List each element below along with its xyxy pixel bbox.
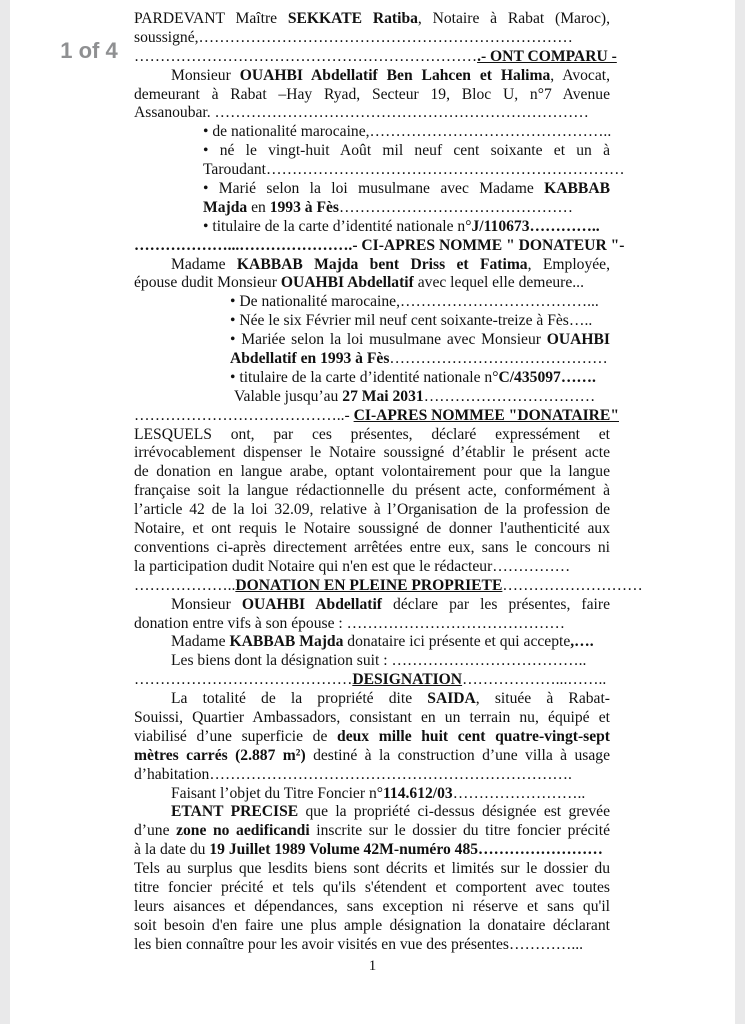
- document-line: [134, 936, 610, 955]
- text-run: PARDEVANT Maître: [134, 10, 288, 27]
- text-run: zone no aedificandi: [176, 822, 310, 840]
- document-line: [134, 123, 610, 142]
- document-line: [134, 576, 643, 596]
- text-run: Faisant l’objet du Titre Foncier n°: [171, 784, 383, 802]
- text-run: Souissi, Quartier Ambassadors, consistant en un terrain nu, équipé et: [134, 708, 610, 726]
- document-line: [134, 369, 610, 388]
- text-run: Monsieur: [171, 595, 242, 613]
- text-run: 1993 à Fès: [269, 198, 339, 216]
- text-run: C/435097…….: [498, 368, 596, 386]
- text-run: • Marié selon la loi musulmane avec Madame: [203, 180, 545, 198]
- document-line: [134, 10, 610, 29]
- document-line: [134, 615, 610, 634]
- text-run: DONATION EN PLEINE PROPRIETE: [235, 576, 503, 594]
- document-line: [134, 331, 610, 350]
- text-run: inscrite sur le dossier du titre foncier précité: [309, 822, 610, 840]
- text-run: Notaire, et ont requis le Notaire soussigné de donner l'authenticité aux: [134, 520, 610, 538]
- text-run: ………………………………………: [339, 198, 573, 216]
- text-run: J/110673…………..: [471, 217, 600, 235]
- document-line: [134, 426, 610, 445]
- text-run: déclare par les présentes, faire: [381, 595, 610, 613]
- text-run: 19 Juillet 1989 Volume 42M-numéro 485……………………: [209, 841, 603, 859]
- text-run: irrévocablement dispenser le Notaire soussigné d’établir le présent acte: [134, 444, 610, 462]
- text-run: ………………...……..: [462, 671, 607, 689]
- document-line: [134, 709, 610, 728]
- text-run: KABBAB: [544, 180, 610, 198]
- document-line: [134, 879, 610, 898]
- text-run: avec lequel elle demeure...: [413, 274, 584, 292]
- document-line: [134, 312, 610, 331]
- text-run: LESQUELS ont, par ces présentes, déclaré expressément et: [134, 425, 610, 443]
- text-run: Monsieur: [171, 66, 240, 84]
- document-line: [134, 29, 610, 48]
- document-line: [134, 785, 610, 804]
- document-line: [134, 161, 625, 180]
- text-run: 114.612/03: [382, 784, 453, 802]
- text-run: donataire ici présente et qui accepte: [343, 633, 571, 651]
- text-run: , Employée,: [527, 255, 610, 273]
- text-run: que la propriété ci-dessus désignée est grevée: [298, 803, 610, 821]
- text-run: Tels au surplus que lesdits biens sont décrits et limités sur le dossier du: [134, 860, 610, 878]
- text-run: • titulaire de la carte d’identité nationale n°: [203, 217, 472, 235]
- text-run: Madame: [171, 633, 230, 651]
- text-run: demeurant à Rabat –Hay Ryad, Secteur 19, Bloc U, n°7 Avenue: [134, 85, 610, 103]
- text-run: épouse dudit Monsieur: [134, 274, 281, 292]
- text-run: OUAHBI Abdellatif: [241, 595, 382, 613]
- text-run: Les biens dont la désignation suit : ………………………………..: [171, 652, 587, 670]
- document-line: [134, 86, 610, 105]
- text-run: OUAHBI Abdellatif Ben Lahcen et Halima: [239, 66, 551, 84]
- text-run: KABBAB Majda bent Driss et Fatima: [236, 255, 528, 273]
- document-line: [134, 274, 610, 293]
- text-run: l’article 42 de la loi 32.09, relative à l’Organisation de la profession de: [134, 501, 610, 519]
- text-run: ……………………………: [423, 387, 596, 405]
- document-line: [134, 482, 610, 501]
- text-run: SAIDA: [427, 690, 476, 708]
- text-run: 27 Mai 2031: [342, 387, 424, 405]
- text-run: • né le vingt-huit Août mil neuf cent soixante et un à: [203, 142, 610, 160]
- text-run: ,….: [570, 633, 594, 651]
- document-line: [134, 633, 610, 652]
- text-run: ETANT PRECISE: [171, 803, 299, 821]
- text-run: ………………...………………….- CI-APRES NOMME " DONATEUR "-: [134, 236, 625, 254]
- text-run: La totalité de la propriété dite: [171, 690, 428, 708]
- text-run: , Avocat,: [550, 66, 610, 84]
- document-line: [134, 690, 610, 709]
- document-line: [134, 728, 610, 747]
- text-run: de donation en langue arabe, optant volontairement pour que la langue: [134, 463, 610, 481]
- text-run: , située à Rabat-: [475, 690, 610, 708]
- document-line: [134, 860, 610, 879]
- viewer-left-border: [0, 0, 10, 1024]
- document-line: [134, 747, 610, 766]
- text-run: • de nationalité marocaine,………………………………………..: [203, 123, 612, 141]
- document-line: [134, 501, 610, 520]
- text-run: OUAHBI Abdellatif: [280, 274, 414, 292]
- text-run: destiné à la construction d’une villa à usage: [305, 746, 610, 764]
- text-run: Abdellatif en 1993 à Fès: [230, 350, 390, 368]
- document-line: [134, 199, 610, 218]
- text-run: ………………………: [502, 576, 643, 594]
- document-line: [134, 898, 610, 917]
- text-run: française soit la langue rédactionnelle du présent acte, conformément à: [134, 482, 610, 500]
- document-line: [134, 406, 619, 426]
- text-run: viabilisé d’une superficie de: [134, 727, 338, 745]
- text-run: soussigné,………………………………………………………………: [134, 28, 573, 46]
- text-run: Madame: [171, 255, 237, 273]
- document-line: [134, 539, 610, 558]
- document-line: [134, 180, 610, 199]
- document-line: [134, 350, 610, 369]
- text-run: la participation dudit Notaire qui n'en est que le rédacteur……………: [134, 557, 571, 575]
- text-run: , Notaire à Rabat (Maroc),: [417, 10, 610, 27]
- viewer-right-border: [735, 0, 745, 1024]
- text-run: en: [247, 198, 270, 216]
- text-run: • titulaire de la carte d’identité nationale n°: [230, 368, 499, 386]
- text-run: leurs aisances et dépendances, sans exception ni réserve et sans qu'il: [134, 897, 610, 915]
- document-line: [134, 596, 610, 615]
- text-run: Taroudant……………………………………………………………: [203, 161, 625, 179]
- document-line: [134, 520, 610, 539]
- document-line: [134, 558, 610, 577]
- document-line: [134, 256, 610, 275]
- text-run: SEKKATE Ratiba: [287, 10, 418, 27]
- document-line: [134, 652, 610, 671]
- text-run: à la date du: [134, 841, 210, 859]
- document-line: [134, 822, 610, 841]
- page-indicator-badge: 1 of 4: [44, 31, 134, 71]
- text-run: .- ONT COMPARU -: [477, 47, 617, 65]
- text-run: les bien connaître pour les avoir visités en vue des présentes…………...: [134, 935, 584, 953]
- text-run: Valable jusqu’au: [234, 387, 343, 405]
- document-line: [134, 293, 610, 312]
- text-run: conventions ci-après directement arrêtées entre eux, sans le concours ni: [134, 538, 610, 556]
- text-run: Assanoubar. ………………………………………………………………: [134, 104, 589, 122]
- text-run: • Née le six Février mil neuf cent soixante-treize à Fès…..: [230, 312, 593, 330]
- text-run: DESIGNATION: [352, 671, 463, 689]
- document-line: [134, 463, 610, 482]
- text-run: deux mille huit cent quatre-vingt-sept: [337, 727, 610, 745]
- text-run: KABBAB Majda: [229, 633, 344, 651]
- text-run: …………………………………..-: [134, 406, 354, 424]
- document-line: [134, 67, 610, 86]
- document-line: [134, 917, 610, 936]
- document-line: [134, 142, 610, 161]
- text-run: soit besoin d'en faire une plus ample désignation la donataire déclarant: [134, 916, 610, 934]
- text-run: ……………………..: [452, 784, 586, 802]
- page-number: 1: [368, 958, 377, 974]
- text-run: • Mariée selon la loi musulmane avec Monsieur: [230, 331, 547, 349]
- text-run: ………………..: [134, 576, 236, 594]
- document-line: [134, 236, 625, 256]
- text-run: ……………………………………: [389, 350, 608, 368]
- document-line: [134, 766, 610, 785]
- text-run: ……………………………………: [134, 671, 353, 689]
- document-line: [134, 803, 610, 822]
- text-run: d’habitation…………………………………………………………….: [134, 765, 572, 783]
- document-line: [134, 388, 610, 407]
- text-run: …………………………………………………………: [134, 47, 478, 65]
- document-line: [134, 104, 610, 123]
- text-run: CI-APRES NOMMEE "DONATAIRE": [353, 406, 619, 424]
- document-line: [134, 47, 617, 67]
- text-run: mètres carrés (2.887 m²): [134, 746, 306, 764]
- document-page: [134, 10, 643, 955]
- document-line: [134, 671, 610, 690]
- text-run: titre foncier précité et tels qu'ils s'étendent et comportent avec toutes: [134, 878, 610, 896]
- text-run: donation entre vifs à son épouse : ……………………………………: [134, 614, 565, 632]
- text-run: • De nationalité marocaine,………………………………...: [230, 293, 599, 311]
- text-run: d’une: [134, 822, 177, 840]
- document-line: [134, 218, 610, 237]
- text-run: OUAHBI: [546, 331, 610, 349]
- text-run: Majda: [203, 198, 248, 216]
- document-line: [134, 444, 610, 463]
- document-line: [134, 841, 610, 860]
